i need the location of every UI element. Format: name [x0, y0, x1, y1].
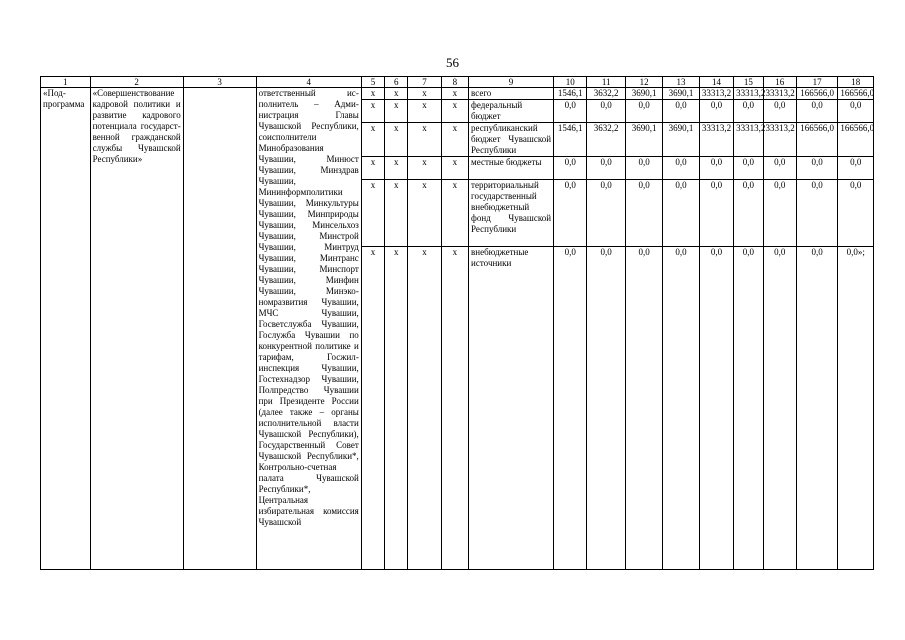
code-cell: x: [361, 88, 384, 100]
executors-cell: ответственный исполнитель – Администрация Главы Чувашской Республики, соисполнители Минобразования Чувашии, Минюст Чувашии, Минздрав Чувашии, Мининформполитики Чувашии, Минкультуры Чувашии, Минприроды Чувашии, Минсельхоз Чувашии, Минстрой Чувашии, Минтруд Чувашии, Минтранс Чувашии, Минспорт Чувашии, Минфин Чувашии, Минэкономразвития Чувашии, МЧС Чувашии, Госветслужба Чувашии, Гослужба Чувашии по конкурентной политике и тарифам, Госжилинспекция Чувашии, Гостехнадзор Чувашии, Полпредство Чувашии при Президенте России (далее также – органы исполнительной власти Чувашской Республики), Государственный Совет Чувашской Республики*, Контрольно-счетная палата Чувашской Республики*, Центральная избирательная комиссия Чувашской: [256, 88, 361, 570]
value-cell: 0,0: [663, 157, 699, 180]
header-cell: 18: [838, 77, 874, 88]
code-cell: x: [408, 180, 441, 247]
value-cell: 0,0: [663, 100, 699, 123]
empty-cell: [183, 88, 256, 570]
value-cell: 0,0: [699, 157, 733, 180]
code-cell: x: [385, 157, 408, 180]
value-cell: 0,0: [734, 157, 763, 180]
value-cell: 0,0: [796, 157, 837, 180]
value-cell: 0,0: [699, 180, 733, 247]
value-cell: 0,0: [699, 247, 733, 570]
funding-source-cell: местные бюджеты: [469, 157, 554, 180]
value-cell: 0,0: [587, 180, 625, 247]
code-cell: x: [408, 157, 441, 180]
value-cell: 0,0: [663, 247, 699, 570]
code-cell: x: [361, 123, 384, 157]
value-cell: 0,0»;: [838, 247, 874, 570]
code-cell: x: [361, 157, 384, 180]
value-cell: 166566,0: [838, 123, 874, 157]
program-table: [40, 76, 874, 570]
value-cell: 0,0: [587, 100, 625, 123]
value-cell: 0,0: [734, 180, 763, 247]
value-cell: 3632,2: [587, 88, 625, 100]
value-cell: 166566,0: [796, 88, 837, 100]
funding-source-cell: федеральный бюджет: [469, 100, 554, 123]
value-cell: 3690,1: [625, 88, 662, 100]
value-cell: 0,0: [734, 247, 763, 570]
value-cell: 33313,2: [734, 123, 763, 157]
header-cell: 7: [408, 77, 441, 88]
value-cell: 0,0: [554, 180, 587, 247]
value-cell: 33313,2: [734, 88, 763, 100]
page-number: 56: [446, 55, 459, 70]
code-cell: x: [408, 100, 441, 123]
code-cell: x: [408, 123, 441, 157]
value-cell: 0,0: [625, 180, 662, 247]
funding-source-cell: внебюджетные источники: [469, 247, 554, 570]
code-cell: x: [441, 157, 468, 180]
value-cell: 166566,0: [838, 88, 874, 100]
header-row: [41, 77, 874, 88]
header-cell: 13: [663, 77, 699, 88]
value-cell: 1546,1: [554, 123, 587, 157]
value-cell: 0,0: [838, 180, 874, 247]
status-cell: «Подпрограмма: [41, 88, 91, 570]
value-cell: 3690,1: [625, 123, 662, 157]
header-cell: 14: [699, 77, 733, 88]
value-cell: 0,0: [796, 180, 837, 247]
code-cell: x: [361, 180, 384, 247]
value-cell: 0,0: [796, 100, 837, 123]
code-cell: x: [361, 247, 384, 570]
header-cell: 17: [796, 77, 837, 88]
value-cell: 0,0: [587, 247, 625, 570]
header-cell: 4: [256, 77, 361, 88]
table-row: [41, 88, 874, 100]
value-cell: 0,0: [734, 100, 763, 123]
value-cell: 1546,1: [554, 88, 587, 100]
value-cell: 0,0: [763, 247, 796, 570]
value-cell: 0,0: [625, 247, 662, 570]
value-cell: 0,0: [838, 100, 874, 123]
code-cell: x: [408, 247, 441, 570]
funding-source-cell: территориальный государственный внебюджетный фонд Чувашской Республики: [469, 180, 554, 247]
value-cell: 33313,2: [699, 123, 733, 157]
code-cell: x: [385, 123, 408, 157]
code-cell: x: [441, 88, 468, 100]
value-cell: 0,0: [838, 157, 874, 180]
funding-source-cell: республиканский бюджет Чувашской Республики: [469, 123, 554, 157]
value-cell: 0,0: [625, 100, 662, 123]
value-cell: 0,0: [587, 157, 625, 180]
value-cell: 0,0: [763, 100, 796, 123]
value-cell: 33313,2: [763, 123, 796, 157]
header-cell: 6: [385, 77, 408, 88]
value-cell: 3690,1: [663, 123, 699, 157]
header-cell: 3: [183, 77, 256, 88]
header-cell: 9: [469, 77, 554, 88]
header-cell: 15: [734, 77, 763, 88]
value-cell: 0,0: [796, 247, 837, 570]
header-cell: 1: [41, 77, 91, 88]
code-cell: x: [441, 123, 468, 157]
header-cell: 16: [763, 77, 796, 88]
value-cell: 3632,2: [587, 123, 625, 157]
header-cell: 8: [441, 77, 468, 88]
value-cell: 0,0: [699, 100, 733, 123]
code-cell: x: [408, 88, 441, 100]
value-cell: 33313,2: [763, 88, 796, 100]
value-cell: 0,0: [554, 247, 587, 570]
value-cell: 0,0: [554, 100, 587, 123]
header-cell: 10: [554, 77, 587, 88]
value-cell: 0,0: [763, 180, 796, 247]
value-cell: 0,0: [554, 157, 587, 180]
subprogram-name-cell: «Совершенствование кадровой политики и развитие кадрового потенциала государственной гражданской службы Чувашской Республики»: [90, 88, 183, 570]
header-cell: 5: [361, 77, 384, 88]
value-cell: 33313,2: [699, 88, 733, 100]
value-cell: 0,0: [663, 180, 699, 247]
value-cell: 0,0: [763, 157, 796, 180]
code-cell: x: [385, 100, 408, 123]
code-cell: x: [385, 247, 408, 570]
code-cell: x: [385, 88, 408, 100]
header-cell: 2: [90, 77, 183, 88]
value-cell: 0,0: [625, 157, 662, 180]
header-cell: 12: [625, 77, 662, 88]
value-cell: 3690,1: [663, 88, 699, 100]
header-cell: 11: [587, 77, 625, 88]
funding-source-cell: всего: [469, 88, 554, 100]
code-cell: x: [385, 180, 408, 247]
value-cell: 166566,0: [796, 123, 837, 157]
code-cell: x: [441, 247, 468, 570]
code-cell: x: [361, 100, 384, 123]
code-cell: x: [441, 100, 468, 123]
code-cell: x: [441, 180, 468, 247]
